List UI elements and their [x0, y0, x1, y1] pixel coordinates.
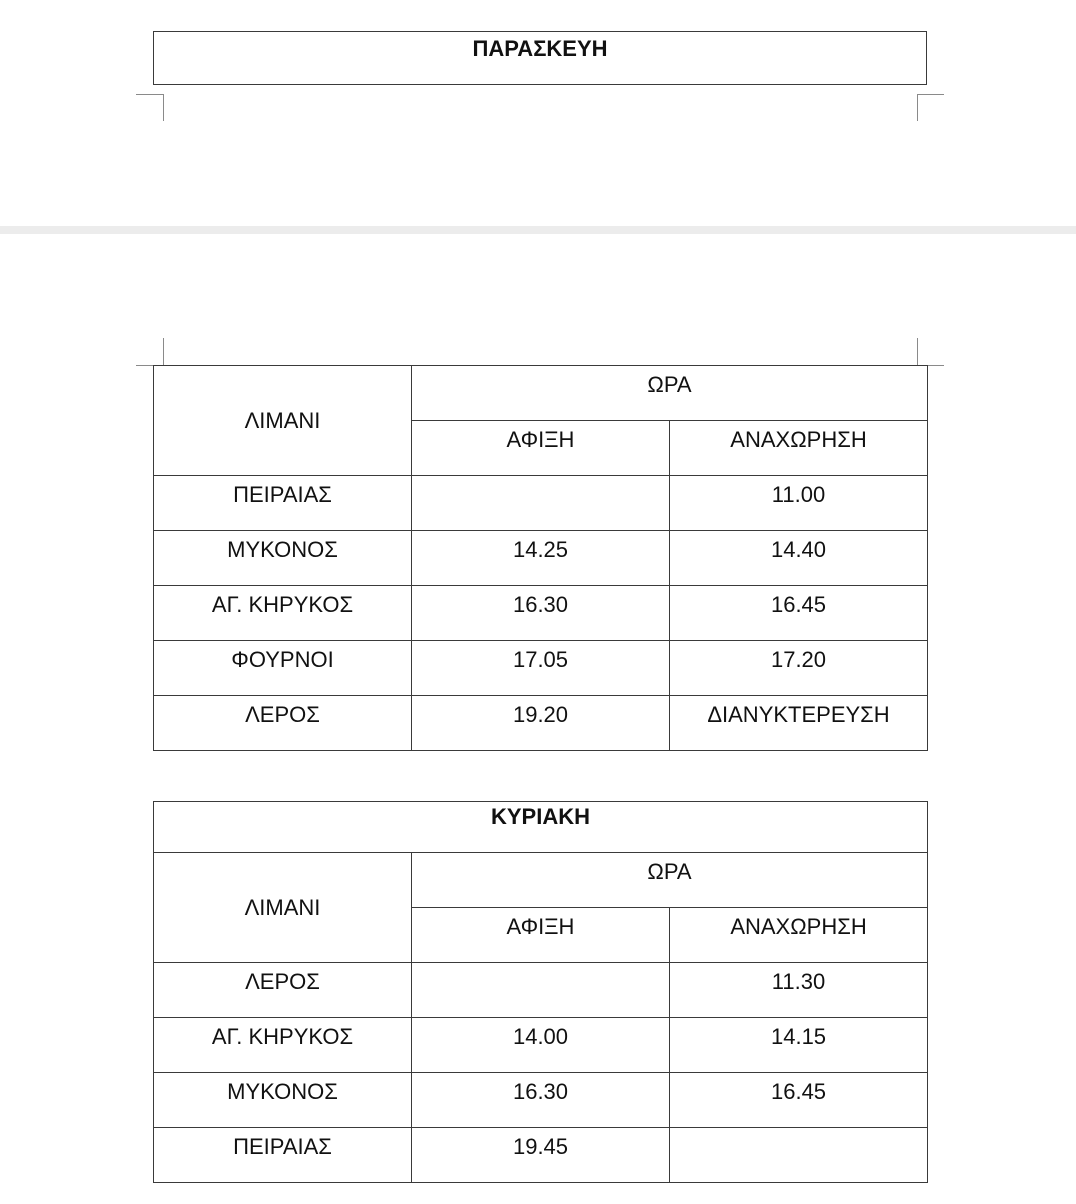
document-page-2 [0, 234, 1076, 1204]
port-cell: ΑΓ. ΚΗΡΥΚΟΣ [154, 586, 412, 641]
table-row [154, 963, 928, 1018]
port-cell: ΜΥΚΟΝΟΣ [154, 531, 412, 586]
table-row [154, 1073, 928, 1128]
departure-cell: 17.20 [670, 641, 928, 696]
departure-header: ΑΝΑΧΩΡΗΣΗ [670, 421, 928, 476]
departure-cell: 16.45 [670, 1073, 928, 1128]
sunday-schedule-table [153, 801, 928, 1183]
departure-cell: 14.15 [670, 1018, 928, 1073]
time-header: ΩΡΑ [412, 366, 928, 421]
table-row [154, 586, 928, 641]
port-header: ΛΙΜΑΝΙ [154, 853, 412, 963]
arrival-cell [412, 963, 670, 1018]
table-row [154, 1018, 928, 1073]
document-page-1 [0, 0, 1076, 226]
departure-header: ΑΝΑΧΩΡΗΣΗ [670, 908, 928, 963]
port-cell: ΑΓ. ΚΗΡΥΚΟΣ [154, 1018, 412, 1073]
departure-cell: 16.45 [670, 586, 928, 641]
sunday-day-title: ΚΥΡΙΑΚΗ [154, 802, 928, 853]
friday-day-title: ΠΑΡΑΣΚΕΥΗ [154, 32, 927, 85]
port-cell: ΠΕΙΡΑΙΑΣ [154, 1128, 412, 1183]
port-cell: ΦΟΥΡΝΟΙ [154, 641, 412, 696]
friday-schedule-table [153, 365, 928, 751]
port-cell: ΜΥΚΟΝΟΣ [154, 1073, 412, 1128]
table-row [154, 641, 928, 696]
table-row [154, 476, 928, 531]
departure-cell: 14.40 [670, 531, 928, 586]
departure-cell [670, 1128, 928, 1183]
arrival-header: ΑΦΙΞΗ [412, 908, 670, 963]
arrival-cell: 16.30 [412, 586, 670, 641]
friday-title-table [153, 31, 927, 85]
arrival-cell [412, 476, 670, 531]
arrival-cell: 16.30 [412, 1073, 670, 1128]
port-cell: ΛΕΡΟΣ [154, 963, 412, 1018]
page-separator [0, 226, 1076, 234]
arrival-cell: 19.45 [412, 1128, 670, 1183]
port-header: ΛΙΜΑΝΙ [154, 366, 412, 476]
departure-cell: 11.30 [670, 963, 928, 1018]
departure-cell: ΔΙΑΝΥΚΤΕΡΕΥΣΗ [670, 696, 928, 751]
arrival-cell: 17.05 [412, 641, 670, 696]
arrival-cell: 14.00 [412, 1018, 670, 1073]
departure-cell: 11.00 [670, 476, 928, 531]
arrival-cell: 19.20 [412, 696, 670, 751]
port-cell: ΛΕΡΟΣ [154, 696, 412, 751]
table-row [154, 531, 928, 586]
port-cell: ΠΕΙΡΑΙΑΣ [154, 476, 412, 531]
arrival-header: ΑΦΙΞΗ [412, 421, 670, 476]
time-header: ΩΡΑ [412, 853, 928, 908]
table-row [154, 1128, 928, 1183]
arrival-cell: 14.25 [412, 531, 670, 586]
table-row [154, 696, 928, 751]
